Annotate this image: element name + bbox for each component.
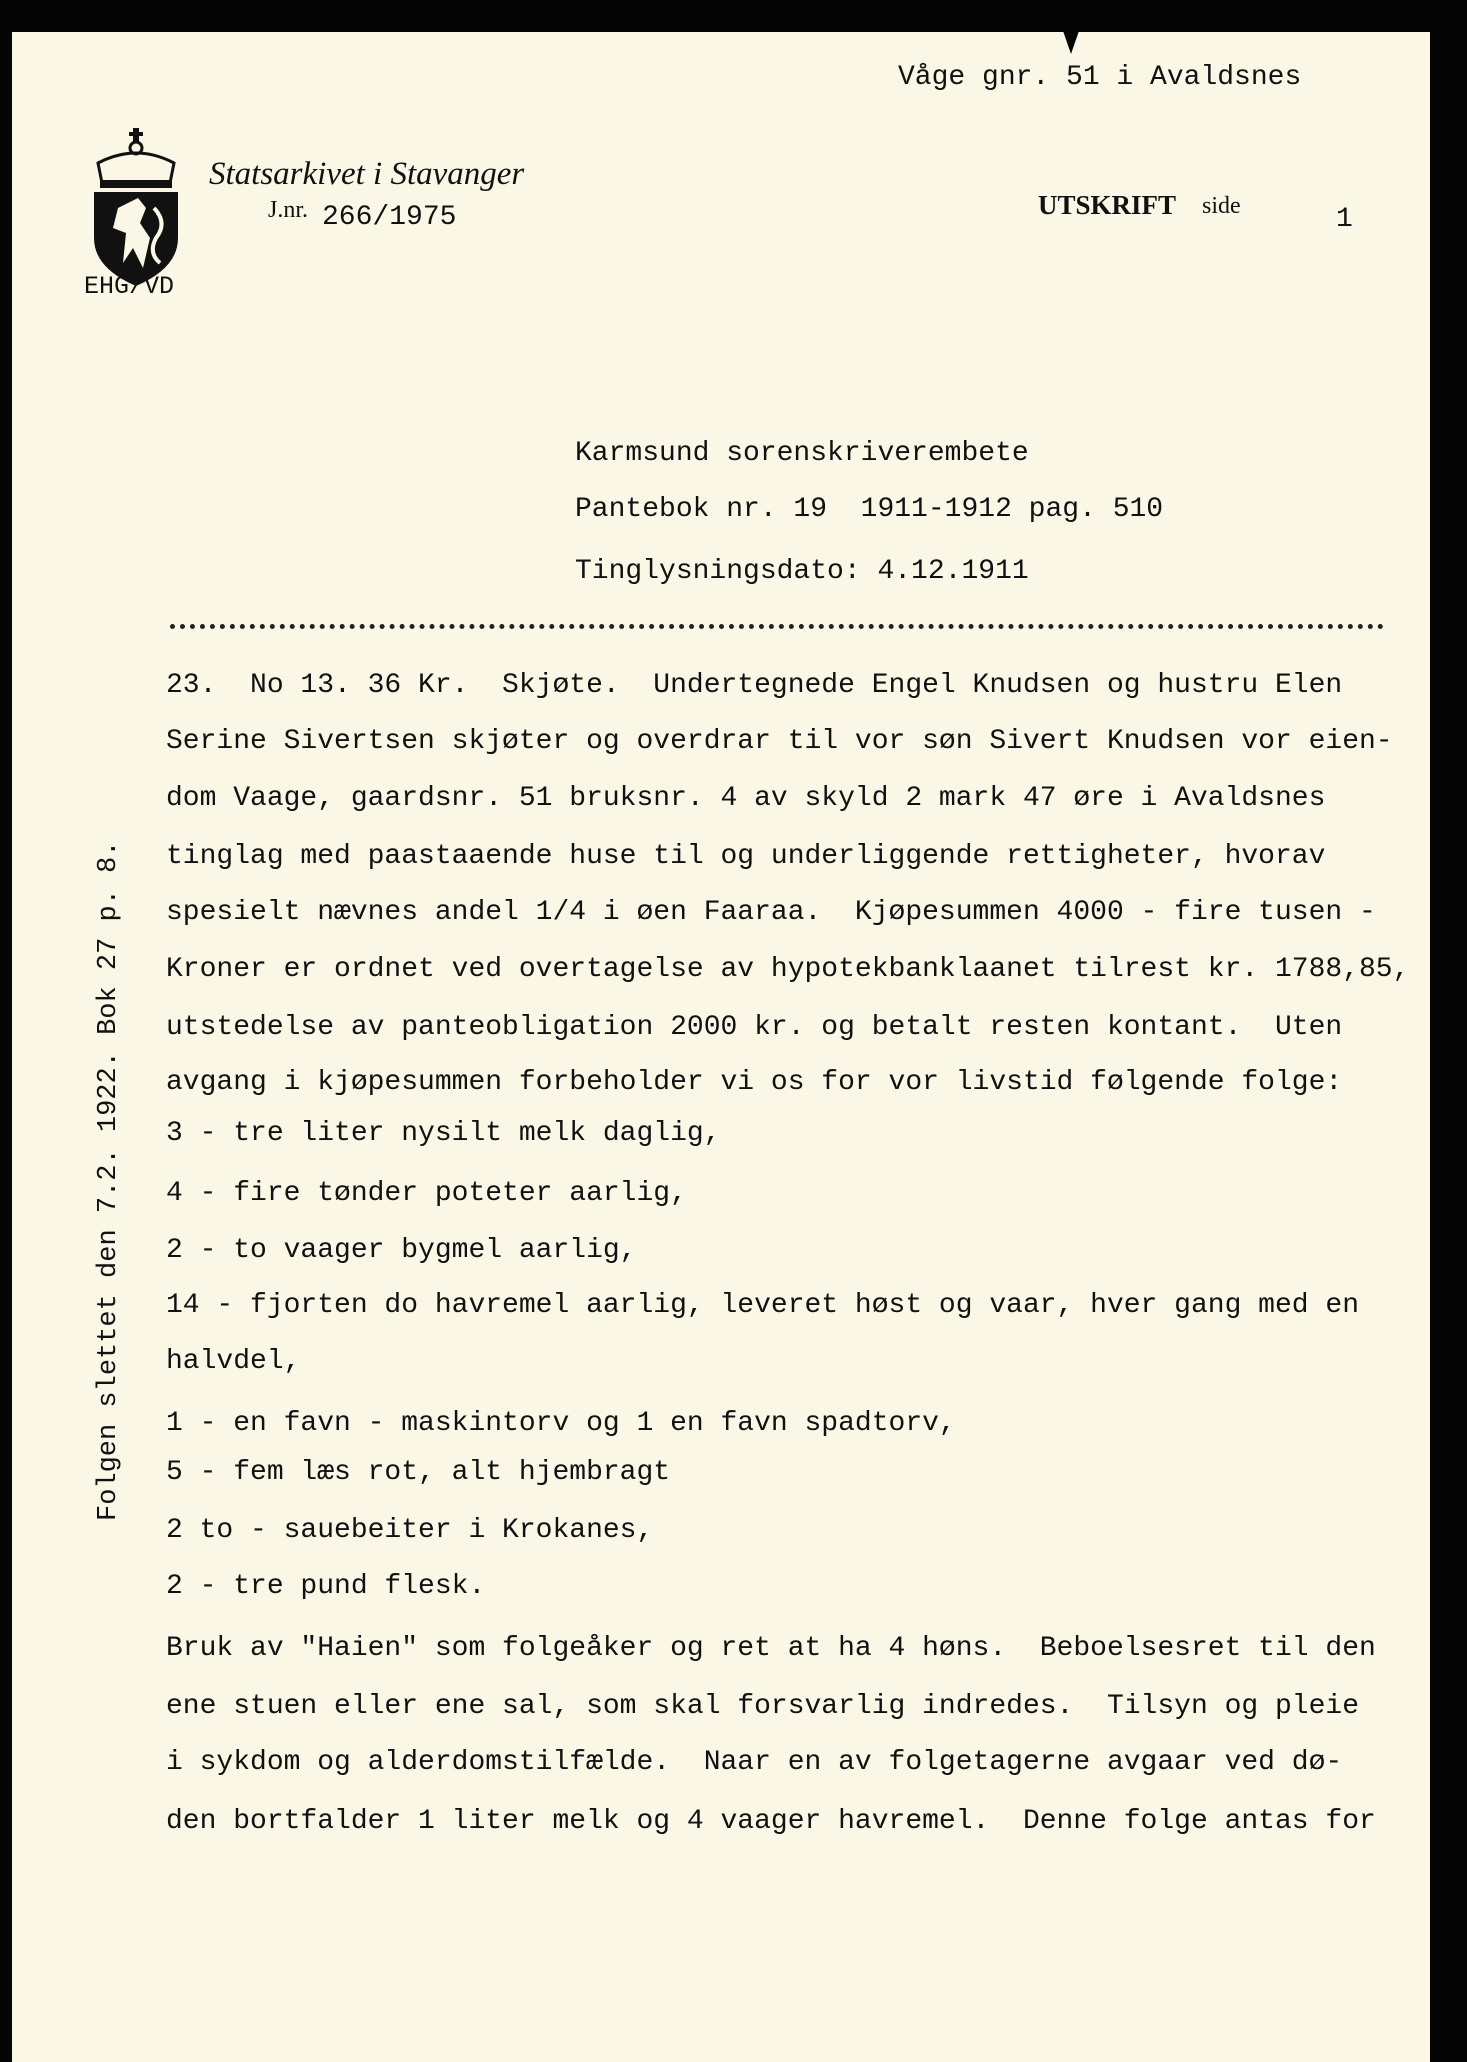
transcript-label: UTSKRIFT [1038, 190, 1177, 220]
body-line: utstedelse av panteobligation 2000 kr. og betalt resten kontant. Uten [166, 1012, 1343, 1043]
body-line: halvdel, [166, 1346, 301, 1377]
body-line: Bruk av "Haien" som folgeåker og ret at ha 4 høns. Beboelsesret til den [166, 1633, 1376, 1664]
body-line: 2 - tre pund flesk. [166, 1571, 486, 1602]
body-line: Kroner er ordnet ved overtagelse av hypotekbanklaanet tilrest kr. 1788,85, [166, 954, 1410, 985]
body-line: 2 - to vaager bygmel aarlig, [166, 1235, 637, 1266]
body-line: 14 - fjorten do havremel aarlig, leveret høst og vaar, hver gang med en [166, 1290, 1359, 1321]
initials: EHG/VD [84, 272, 175, 301]
body-line: den bortfalder 1 liter melk og 4 vaager havremel. Denne folge antas for [166, 1806, 1376, 1837]
dotted-divider [170, 624, 1384, 635]
body-line: tinglag med paastaaende huse til og underliggende rettigheter, hvorav [166, 841, 1326, 872]
jnr-value: 266/1975 [322, 202, 457, 233]
body-line: avgang i kjøpesummen forbeholder vi os for vor livstid følgende folge: [166, 1067, 1343, 1098]
side-label: side [1202, 193, 1241, 219]
body-line: spesielt nævnes andel 1/4 i øen Faaraa. Kjøpesummen 4000 - fire tusen - [166, 897, 1376, 928]
body-line: ene stuen eller ene sal, som skal forsvarlig indredes. Tilsyn og pleie [166, 1691, 1359, 1722]
body-line: 1 - en favn - maskintorv og 1 en favn spadtorv, [166, 1408, 956, 1439]
body-line: 23. No 13. 36 Kr. Skjøte. Undertegnede Engel Knudsen og hustru Elen [166, 670, 1343, 701]
coat-of-arms-logo [88, 128, 184, 288]
margin-note: Folgen slettet den 7.2. 1922. Bok 27 p. 8. [94, 840, 124, 1521]
court-office: Karmsund sorenskriverembete [575, 438, 1029, 469]
property-reference: Våge gnr. 51 i Avaldsnes [898, 62, 1302, 93]
body-line: 2 to - sauebeiter i Krokanes, [166, 1515, 654, 1546]
body-line: dom Vaage, gaardsnr. 51 bruksnr. 4 av skyld 2 mark 47 øre i Avaldsnes [166, 783, 1326, 814]
body-line: i sykdom og alderdomstilfælde. Naar en av folgetagerne avgaar ved dø- [166, 1747, 1343, 1778]
archive-name: Statsarkivet i Stavanger [209, 156, 525, 192]
paper-notch [1062, 28, 1080, 54]
mortgage-book-reference: Pantebok nr. 19 1911-1912 pag. 510 [575, 494, 1164, 525]
body-line: Serine Sivertsen skjøter og overdrar til vor søn Sivert Knudsen vor eien- [166, 726, 1393, 757]
body-line: 4 - fire tønder poteter aarlig, [166, 1178, 687, 1209]
jnr-label: J.nr. [268, 197, 309, 223]
registration-date: Tinglysningsdato: 4.12.1911 [575, 556, 1029, 587]
page-number: 1 [1336, 204, 1353, 235]
body-line: 3 - tre liter nysilt melk daglig, [166, 1118, 721, 1149]
body-line: 5 - fem læs rot, alt hjembragt [166, 1457, 671, 1488]
